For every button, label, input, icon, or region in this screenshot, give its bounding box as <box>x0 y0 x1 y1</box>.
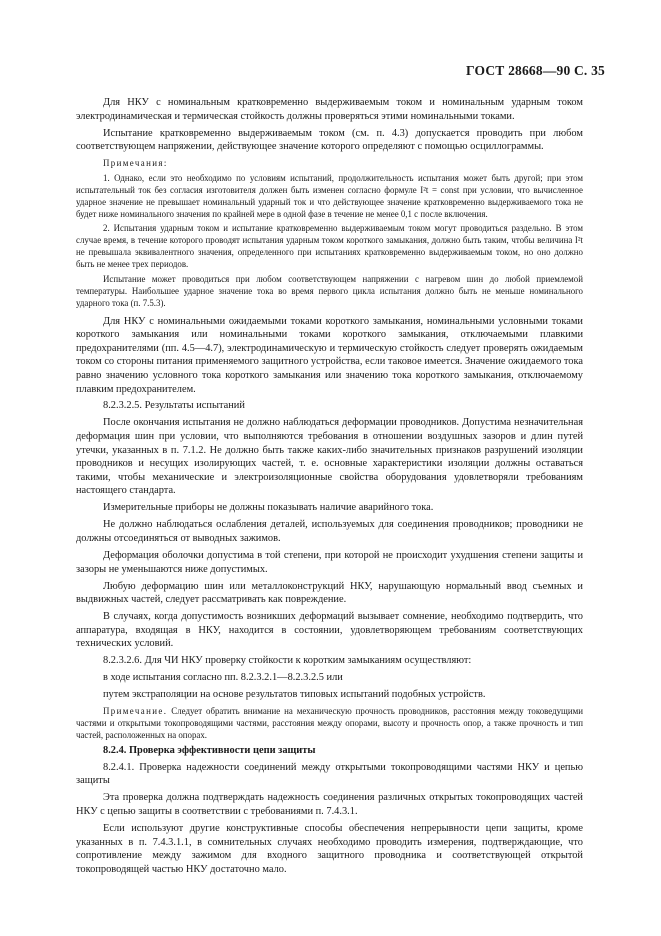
notes-title: Примечания: <box>103 158 168 169</box>
paragraph-prospective-current: Для НКУ с номинальными ожидаемыми токами короткого замыкания, номинальными условными токами короткого замыкания или номинальными токами короткого замыкания, отключаемыми плавкими предохранителями (пп. 4.5—4.7), электродинамическую и термическую стойкость следует проверять ожидаемым током со стороны питания применяемого защитного устройства, если таковое имеется. Значение ожидаемого тока равно значению условного тока короткого замыкания или значению тока короткого замыкания, отключаемому плавким предохранителем. <box>76 315 583 395</box>
section-8-2-3-2-6-item-a: в ходе испытания согласно пп. 8.2.3.2.1—8.2.3.2.5 или <box>103 672 343 684</box>
note-2: 2. Испытания ударным током и испытание кратковременно выдерживаемым током могут проводиться раздельно. В этом случае время, в течение которого проводят испытания ударным током короткого замыкания, должно быть таким, чтобы величина I²t не превышала эквивалентного значения, определенного при испытаниях кратковременно выдерживаемым током, но оно должно быть не менее трех периодов. <box>76 223 583 270</box>
paragraph-busbar-deformation: Любую деформацию шин или металлоконструкций НКУ, нарушающую нормальный ввод съемных и выдвижных частей, следует рассматривать как повреждение. <box>76 580 583 606</box>
page-content <box>76 96 583 880</box>
section-8-2-3-2-5: 8.2.3.2.5. Результаты испытаний <box>103 400 245 412</box>
paragraph-deformation-conductors: После окончания испытания не должно наблюдаться деформации проводников. Допустима незначительная деформация шин при условии, что выполняются требования в отношении воздушных зазоров и длин путей утечки, указанных в п. 7.1.2. Не должно быть также каких-либо значительных признаков разрушений изоляции проводников и несущих изолирующих частей, т. е. основные характеристики изоляции должны оставаться такими, чтобы механические и электроизоляционные свойства оборудования удовлетворяли требованиям настоящего стандарта. <box>76 417 583 497</box>
note-3: Испытание может проводиться при любом соответствующем напряжении с нагревом шин до любой приемлемой температуры. Наибольшее ударное значение тока во время первого цикла испытания должно быть не меньше номинального ударного тока (п. 7.5.3). <box>76 273 583 308</box>
paragraph-enclosure-deformation: Деформация оболочки допустима в той степени, при которой не происходит ухудшения степени защиты и зазоры не уменьшаются ниже допустимых. <box>76 549 583 575</box>
section-8-2-3-2-6: 8.2.3.2.6. Для ЧИ НКУ проверку стойкости к коротким замыканиям осуществляют: <box>103 655 472 667</box>
note-label: Примечание. <box>103 706 168 717</box>
section-8-2-4-1: 8.2.4.1. Проверка надежности соединений между открытыми токопроводящими частями НКУ и цепью защиты <box>76 761 583 787</box>
paragraph-loosening: Не должно наблюдаться ослабления деталей, используемых для соединения проводников; проводники не должны отсоединяться от выводных зажимов. <box>76 519 583 544</box>
paragraph-instruments: Измерительные приборы не должны показывать наличие аварийного тока. <box>103 502 434 514</box>
paragraph-measurements: Если используют другие конструктивные способы обеспечения непрерывности цепи защиты, кроме указанных в п. 7.4.3.1.1, в сомнительных случаях необходимо проводить измерения, подтверждающие, что сопротивление между зажимом для входного защитного проводника и соответствующей открытой токопроводящей частью НКУ достаточно мало. <box>76 823 583 875</box>
section-8-2-3-2-6-item-b: путем экстраполяции на основе результатов типовых испытаний подобных устройств. <box>103 689 486 701</box>
paragraph-rated-short-time-current: Для НКУ с номинальным кратковременно выдерживаемым током и номинальным ударным током электродинамическая и термическая стойкость должны проверяться этими номинальными токами. <box>76 97 583 122</box>
note-mechanical-strength <box>76 705 583 741</box>
section-8-2-4: 8.2.4. Проверка эффективности цепи защиты <box>103 744 316 756</box>
note-text: Следует обратить внимание на механическую прочность проводников, расстояния между токоведущими частями и открытыми токопроводящими частями, расстояния между опорами, высоту и прочность опор, а также прочность и тип частей, расположенных на опорах. <box>76 706 583 741</box>
note-1: 1. Однако, если это необходимо по условиям испытаний, продолжительность испытания может быть другой; при этом испытательный ток без согласия изготовителя должен быть изменен согласно формуле I²t = const при условии, что вычисленное ударное значение не превышает номинальный ударный ток и что действующее значение кратковременно выдерживаемого тока не будет ниже номинального значения по крайней мере в одной фазе в течение не менее 0,1 с после включения. <box>76 172 583 219</box>
paragraph-doubtful-cases: В случаях, когда допустимость возникших деформаций вызывает сомнение, необходимо подтвердить, что аппаратура, входящая в НКУ, находится в состоянии, удовлетворяющем требованиям соответствующих технических условий. <box>76 611 583 650</box>
paragraph-check-confirmation: Эта проверка должна подтверждать надежность соединения различных открытых токопроводящих частей НКУ с цепью защиты в соответствии с требованиями п. 7.4.3.1. <box>76 792 583 818</box>
paragraph-short-time-test: Испытание кратковременно выдерживаемым током (см. п. 4.3) допускается проводить при любом соответствующем напряжении, действующее значение которого определяют с помощью осциллограммы. <box>76 127 583 153</box>
page-header: ГОСТ 28668—90 С. 35 <box>466 63 605 78</box>
